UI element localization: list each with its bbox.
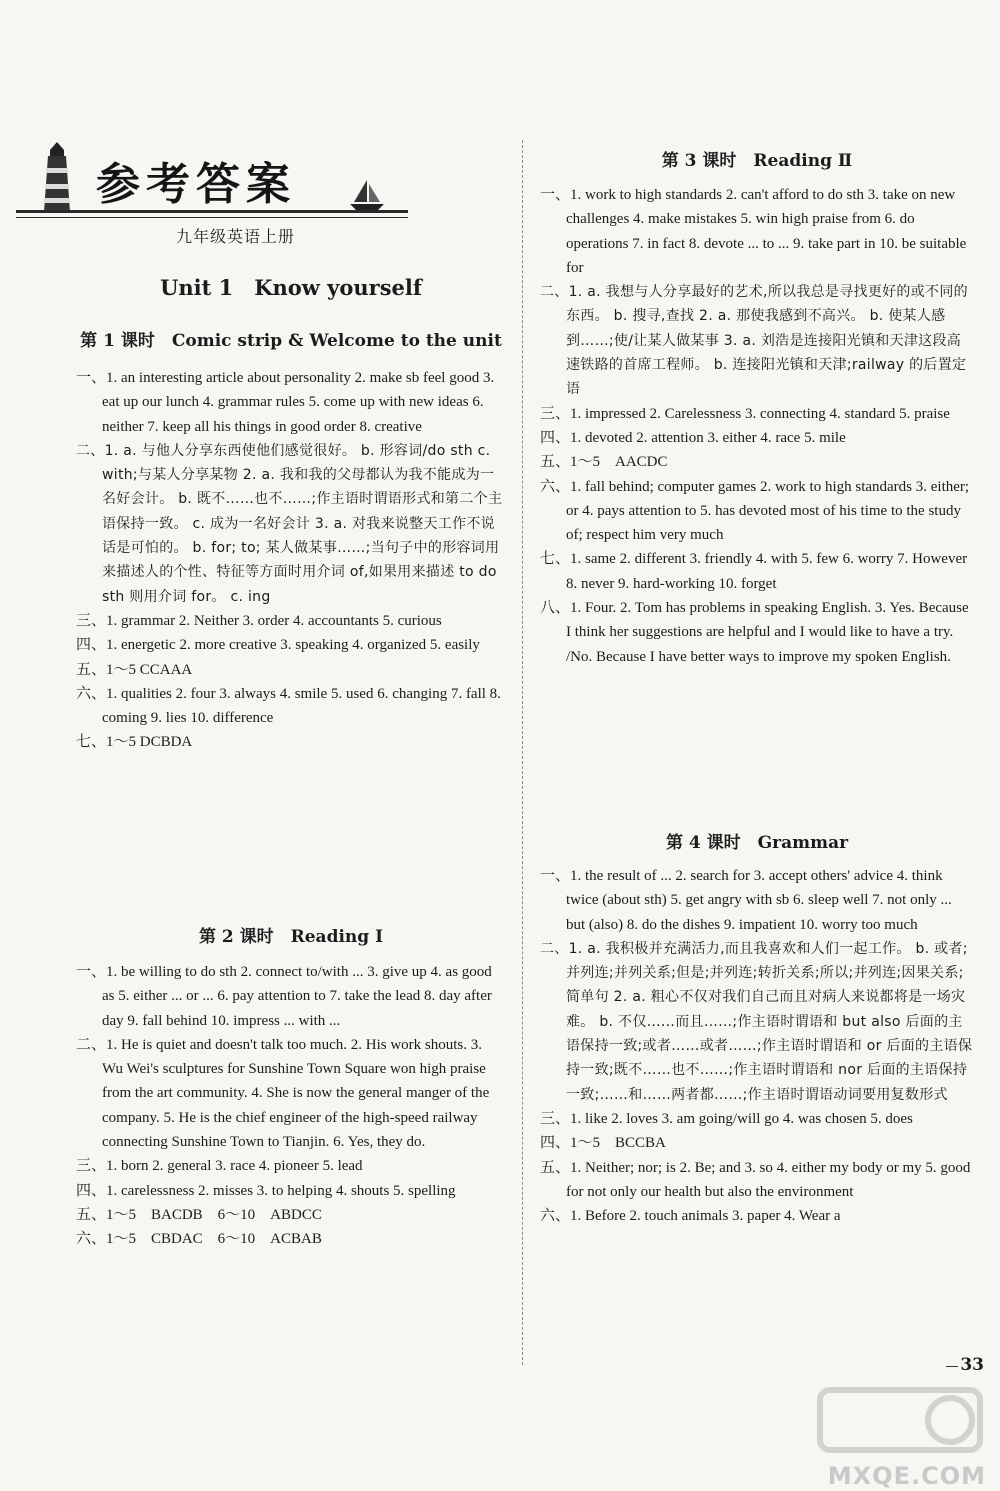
answer-item: 五、1. Neither; nor; is 2. Be; and 3. so 4. either my body or my 5. good for not only our health but also the environment [540,1159,971,1200]
lesson-1-answers [76,366,506,755]
answer-item: 一、1. be willing to do sth 2. connect to/with ... 3. give up 4. as good as 5. either ... or ... 6. pay attention to 7. take the lead 8. day after day 9. fall behind 10. impress ... with ... [76,964,492,1029]
section-title-lesson-1: 第 1 课时 Comic strip & Welcome to the unit [80,331,502,351]
answer-item: 四、1. carelessness 2. misses 3. to helping 4. shouts 5. spelling [76,1182,456,1199]
answer-item: 三、1. grammar 2. Neither 3. order 4. accountants 5. curious [76,612,442,629]
page-title: 参考答案 [96,159,296,210]
answer-item: 八、1. Four. 2. Tom has problems in speaking English. 3. Yes. Because I think her suggestions are helpful and I would like to have a try. /No. Because I have better ways to improve my spoken English. [540,600,969,665]
answer-item: 四、1. devoted 2. attention 3. either 4. race 5. mile [540,429,846,446]
banner-rule [16,210,408,213]
answer-item: 三、1. born 2. general 3. race 4. pioneer 5. lead [76,1158,363,1175]
answer-item: 五、1～5 AACDC [540,454,668,471]
unit-title: Unit 1 Know yourself [160,275,422,300]
answer-item: 六、1. Before 2. touch animals 3. paper 4. Wear a [540,1208,841,1225]
watermark-text: MXQE.COM [827,1462,986,1490]
answer-item: 四、1～5 BCCBA [540,1135,666,1152]
answer-item: 六、1. fall behind; computer games 2. work to high standards 3. either; or 4. pays attention to 5. has devoted most of his time to the study of; respect him very much [540,478,970,544]
answer-item: 七、1. same 2. different 3. friendly 4. with 5. few 6. worry 7. However 8. never 9. hard-working 10. forget [540,551,968,592]
lesson-3-answers [540,183,974,669]
banner-rule-thin [16,217,408,218]
answer-item: 二、1. He is quiet and doesn't talk too much. 2. His work shouts. 3. Wu Wei's sculptures for Sunshine Town Square won high praise from the art community. 4. She is now the general manger of the company. 5. He is the chief engineer of the high-speed railway connecting Sunshine Town to Tianjin. 6. Yes, they do. [76,1036,490,1151]
lesson-2-answers [76,960,506,1252]
answer-item: 五、1～5 CCAAA [76,661,193,678]
answer-item: 二、1. a. 我积极并充满活力,而且我喜欢和人们一起工作。 b. 或者;并列连;并列关系;但是;并列连;转折关系;所以;并列连;因果关系;简单句 2. a. 粗心不仅对我们自己而且对病人来说都将是一场灾难。 b. 不仅……而且……;作主语时谓语和 but also 后面的主语保持一致;或者……或者……;作主语时谓语和 or 后面的主语保持一致;既不……也不……;作主语时谓语和 nor 后面的主语保持一致;……和……两者都……;作主语时谓语动词要用复数形式 [540,940,973,1103]
answer-item: 一、1. work to high standards 2. can't afford to do sth 3. take on new challenges 4. make mistakes 5. win high praise from 6. do operations 7. in fact 8. devote ... to ... 9. take part in 10. be suitable for [540,187,967,276]
answer-item: 三、1. like 2. loves 3. am going/will go 4. was chosen 5. does [540,1110,913,1127]
answer-item: 五、1～5 BACDB 6～10 ABDCC [76,1206,322,1223]
answer-item: 六、1～5 CBDAC 6～10 ACBAB [76,1231,322,1248]
answer-item: 一、1. the result of ... 2. search for 3. accept others' advice 4. think twice (about sth) 5. get angry with sb 6. sleep well 7. not only ... but (also) 8. do the dishes 9. impatient 10. worry too much [540,868,952,933]
lesson-4-answers [540,864,974,1228]
answer-item: 二、1. a. 我想与人分享最好的艺术,所以我总是寻找更好的或不同的东西。 b. 搜寻,查找 2. a. 那使我感到不高兴。 b. 使某人感到……;使/让某人做某事 3. a. 刘浩是连接阳光镇和天津这段高速铁路的首席工程师。 b. 连接阳光镇和天津;railway 的后置定语 [540,284,968,398]
section-title-lesson-2: 第 2 课时 Reading Ⅰ [198,927,384,947]
answer-item: 七、1～5 DCBDA [76,734,193,751]
title-banner [16,140,428,260]
sailboat-icon [348,178,386,212]
lighthouse-icon [34,140,80,216]
page-subtitle: 九年级英语上册 [176,227,296,246]
answer-item: 一、1. an interesting article about personality 2. make sb feel good 3. eat up our lunch 4. grammar rules 5. come up with new ideas 6. neither 7. keep all his things in good order 8. creative [76,370,495,435]
column-divider [522,140,523,1365]
answer-item: 二、1. a. 与他人分享东西使他们感觉很好。 b. 形容词/do sth c. with;与某人分享某物 2. a. 我和我的父母都认为我不能成为一名好会计。 b. 既不……也不……;作主语时谓语形式和第二个主语保持一致。 c. 成为一名好会计 3. a. 对我来说整天工作不说话是可怕的。 b. for; to; 某人做某事……;当句子中的形容词用来描述人的个性、特征等方面时用介词 of,如果用来描述 to do sth 则用介词 for。 c. ing [76,442,503,605]
section-title-lesson-4: 第 4 课时 Grammar [665,833,849,853]
page-number: 33 [960,1355,984,1375]
section-title-lesson-3: 第 3 课时 Reading Ⅱ [661,151,853,171]
answer-item: 三、1. impressed 2. Carelessness 3. connecting 4. standard 5. praise [540,405,950,422]
answer-item: 六、1. qualities 2. four 3. always 4. smile 5. used 6. changing 7. fall 8. coming 9. lies 10. difference [76,685,501,727]
answer-item: 四、1. energetic 2. more creative 3. speaking 4. organized 5. easily [76,637,480,654]
page-number-rule [946,1366,958,1367]
